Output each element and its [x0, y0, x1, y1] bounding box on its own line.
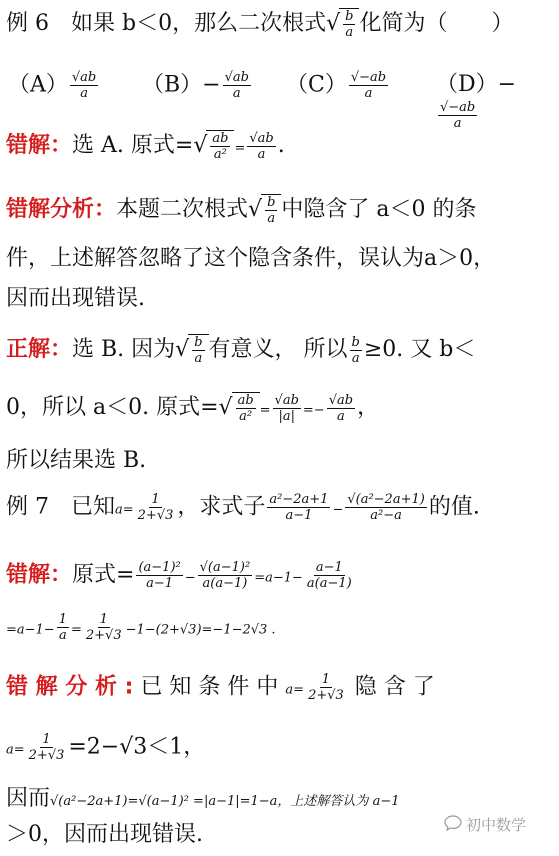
ex7-wrong-solution-line2: =a−1− $\frac{1}{a}$ = $\frac{1}{2+√3}$ −1−(2+√3)=−1−2√3 . [6, 612, 276, 643]
ex6-title: 例 6 如果 b＜0，那么二次根式 √ $\frac{b}{a}$ 化简为（ ） [6, 9, 514, 40]
ex7-analysis-line1: 错 解 分 析 : 已 知 条 件 中 a= $\frac{1}{2+√3}$ 隐 含 了 [6, 672, 435, 703]
option-d: （D）− $\frac{√-ab}{a}$ [436, 72, 517, 131]
ex6-correct-solution-line2: 0，所以 a＜0. 原式= √ $\frac{ab}{\text{a²}}$ = $\frac{√ab}{|a|}$ =− $\frac{√ab}{a}$ ， [6, 392, 380, 424]
ex6-analysis-line2: 件，上述解答忽略了这个隐含条件，误认为a＞0， [6, 246, 496, 271]
chat-bubble-icon [444, 815, 462, 835]
ex7-wrong-solution-line1: 错解：原式= $\frac{\text{(a−1)²}}{a-1}$ − $\frac{\text{√(a−1)²}}{a(a-1)}$ =a−1− $\frac{a-1}{a(a-1)}$ [6, 560, 352, 591]
ex6-analysis-line3: 因而出现错误. [6, 286, 145, 311]
ex7-analysis-line3: 因而√(a²−2a+1)=√(a−1)² =|a−1|=1−a，上述解答认为 a−1 [6, 786, 400, 811]
ex6-correct-solution-line1: 正解：选 B. 因为 √ $\frac{b}{a}$ 有意义， 所以 $\frac{b}{a}$ ≥0. 又 b＜ [6, 334, 476, 366]
ex7-analysis-line4: ＞0，因而出现错误. [6, 822, 203, 847]
ex6-conclusion: 所以结果选 B. [6, 448, 147, 473]
ex6-wrong-solution: 错解：选 A. 原式= √ $\frac{ab}{\text{a²}}$ = $\frac{√ab}{a}$ . [6, 130, 285, 162]
option-c: （C） $\frac{√-ab}{a}$ [286, 70, 387, 101]
sqrt-b-over-a: √ $\frac{b}{a}$ [326, 8, 359, 40]
watermark-text: 初中数学 [466, 816, 527, 834]
option-a: （A） $\frac{√ab}{a}$ [8, 70, 97, 101]
ex7-title: 例 7 已知a= $\frac{1}{2+√3}$ ，求式子 $\frac{\text{a²−2a+1}}{a-1}$ − $\frac{\text{√(a²−2a+1)}}{\text{a²−a}}$ 的值. [6, 492, 480, 523]
ex6-analysis-line1: 错解分析：本题二次根式 √ $\frac{b}{a}$ 中隐含了 a＜0 的条 [6, 195, 477, 226]
watermark [444, 814, 526, 835]
option-b: （B）− $\frac{√ab}{a}$ [142, 70, 249, 101]
ex7-analysis-line2: a= $\frac{1}{2+√3}$ =2−√3＜1， [6, 732, 206, 763]
